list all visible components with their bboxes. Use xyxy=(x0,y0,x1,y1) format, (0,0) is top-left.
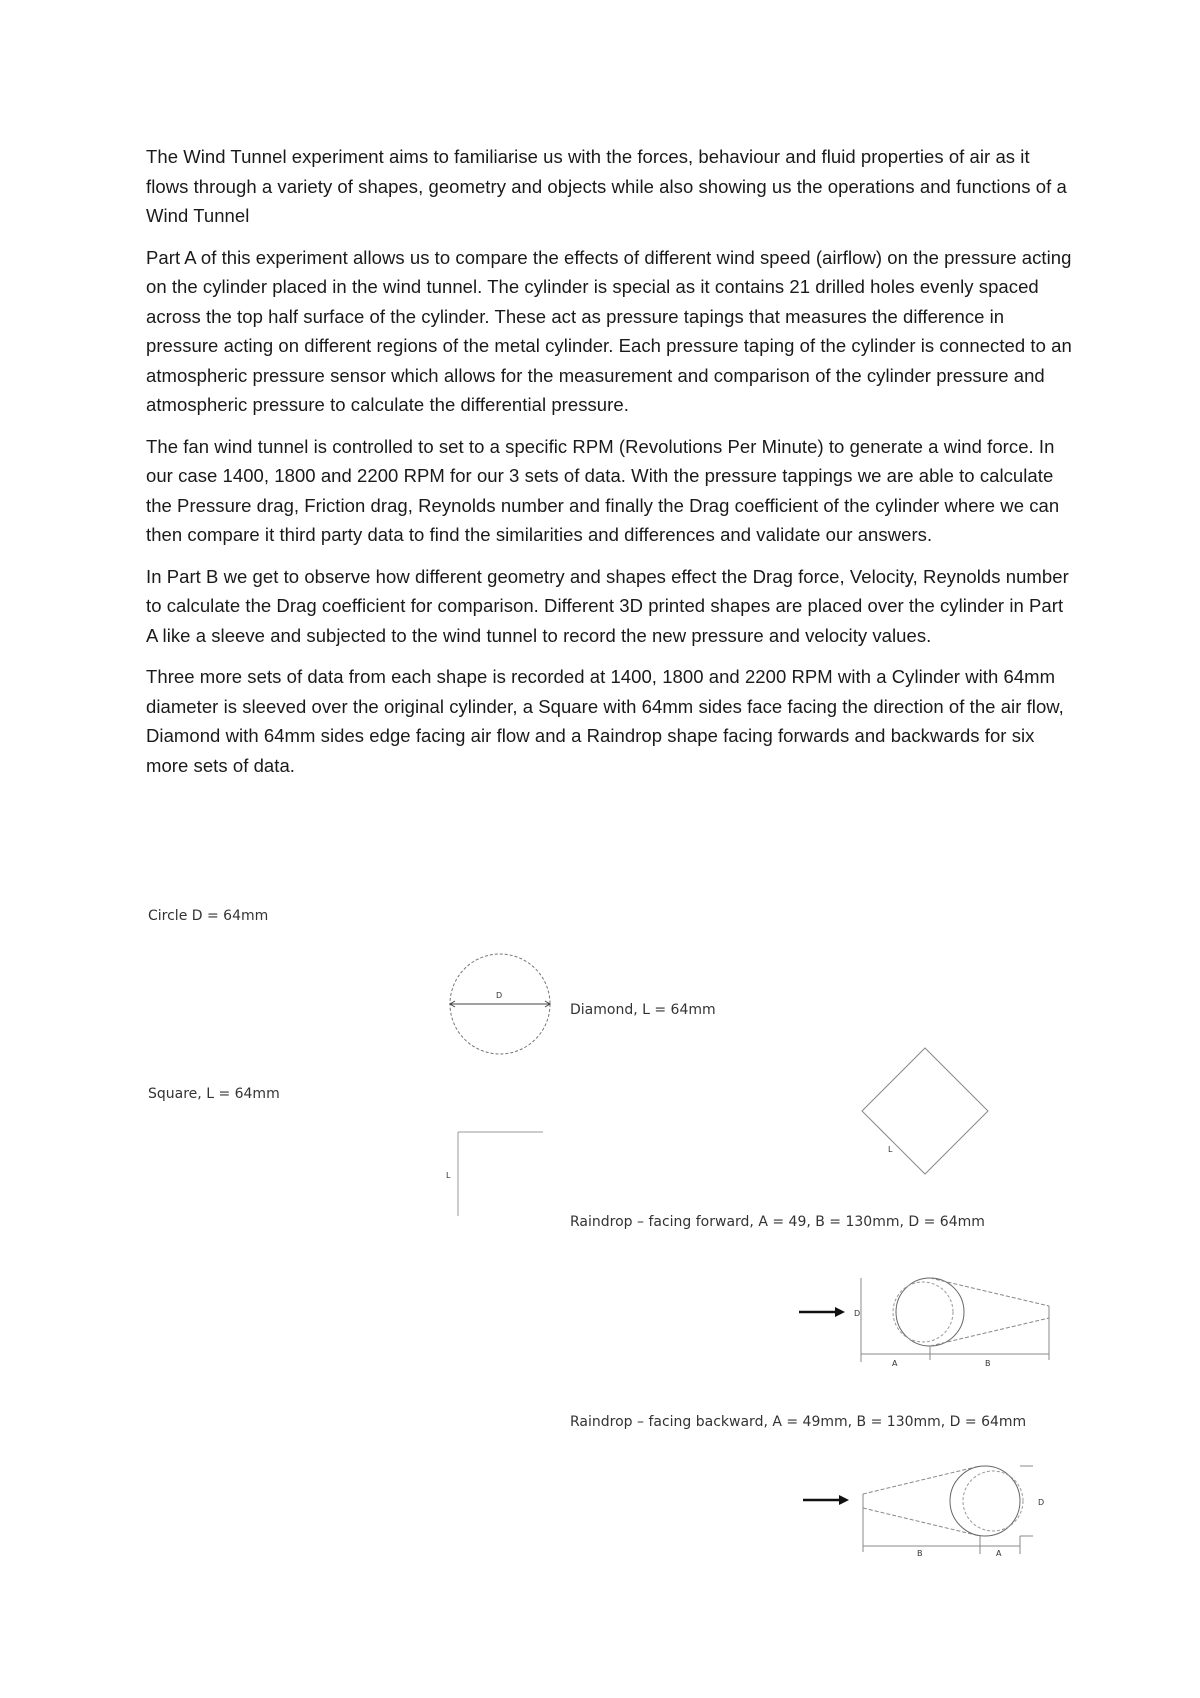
raindrop-forward-circle xyxy=(896,1278,964,1346)
raindrop-backward-top-taper xyxy=(863,1466,980,1494)
paragraph-part-b: In Part B we get to observe how different geometry and shapes effect the Drag force, Velocity, Reynolds number to calculate the Drag coefficient for comparison. Different 3D printed shapes are placed over the cylinder in Part A like a sleeve and subjected to the wind tunnel to record the new pressure and velocity values. xyxy=(146,565,1069,646)
raindrop-backward-bottom-taper xyxy=(863,1508,980,1536)
raindrop-forward-dim-a: A xyxy=(892,1359,898,1368)
raindrop-forward-bottom-taper xyxy=(930,1318,1049,1346)
raindrop-backward-dim-a: A xyxy=(996,1549,1002,1558)
raindrop-backward-dim-b: B xyxy=(917,1549,923,1558)
diamond-caption: Diamond, L = 64mm xyxy=(570,1002,716,1018)
circle-dim-label: D xyxy=(496,991,503,1000)
body-text xyxy=(146,142,1076,792)
paragraph-fan-rpm: The fan wind tunnel is controlled to set to a specific RPM (Revolutions Per Minute) to generate a wind force. In our case 1400, 1800 and 2200 RPM for our 3 sets of data. With the pressure tappings we are able to calculate the Pressure drag, Friction drag, Reynolds number and finally the Drag coefficient of the cylinder where we can then compare it third party data to find the similarities and differences and validate our answers. xyxy=(146,435,1060,545)
raindrop-forward-diagram xyxy=(795,1270,1055,1370)
raindrop-forward-dim-d: D xyxy=(854,1309,861,1318)
raindrop-forward-caption: Raindrop – facing forward, A = 49, B = 130mm, D = 64mm xyxy=(570,1214,985,1230)
raindrop-backward-caption: Raindrop – facing backward, A = 49mm, B = 130mm, D = 64mm xyxy=(570,1414,1027,1430)
raindrop-backward-diagram xyxy=(795,1462,1065,1562)
diamond-outline xyxy=(862,1048,988,1174)
raindrop-forward-top-taper xyxy=(930,1278,1049,1306)
paragraph-data-sets: Three more sets of data from each shape is recorded at 1400, 1800 and 2200 RPM with a Cylinder with 64mm diameter is sleeved over the original cylinder, a Square with 64mm sides face facing the direction of the air flow, Diamond with 64mm sides edge facing air flow and a Raindrop shape facing forwards and backwards for six more sets of data. xyxy=(146,666,1064,776)
raindrop-forward-inner-circle xyxy=(893,1282,953,1342)
circle-caption: Circle D = 64mm xyxy=(148,908,269,924)
airflow-arrowhead-icon xyxy=(835,1307,845,1317)
diamond-dim-label: L xyxy=(888,1145,893,1154)
paragraph-part-a: Part A of this experiment allows us to compare the effects of different wind speed (airflow) on the pressure acting on the cylinder placed in the wind tunnel. The cylinder is special as it contains 21 drilled holes evenly spaced across the top half surface of the cylinder. These act as pressure tapings that measures the difference in pressure acting on different regions of the metal cylinder. Each pressure taping of the cylinder is connected to an atmospheric pressure sensor which allows for the measurement and comparison of the cylinder pressure and atmospheric pressure to calculate the differential pressure. xyxy=(146,246,1072,415)
circle-diagram xyxy=(440,950,560,1060)
diamond-diagram xyxy=(858,1044,992,1178)
square-caption: Square, L = 64mm xyxy=(148,1086,280,1102)
square-dim-label: L xyxy=(446,1171,451,1180)
airflow-arrowhead-icon xyxy=(839,1495,849,1505)
raindrop-backward-circle xyxy=(950,1466,1020,1536)
raindrop-backward-dim-d: D xyxy=(1038,1498,1045,1507)
square-diagram xyxy=(440,1122,550,1222)
raindrop-forward-dim-b: B xyxy=(985,1359,991,1368)
paragraph-intro: The Wind Tunnel experiment aims to familiarise us with the forces, behaviour and fluid properties of air as it flows through a variety of shapes, geometry and objects while also showing us the operations and functions of a Wind Tunnel xyxy=(146,146,1067,226)
raindrop-backward-inner-circle xyxy=(963,1471,1023,1531)
